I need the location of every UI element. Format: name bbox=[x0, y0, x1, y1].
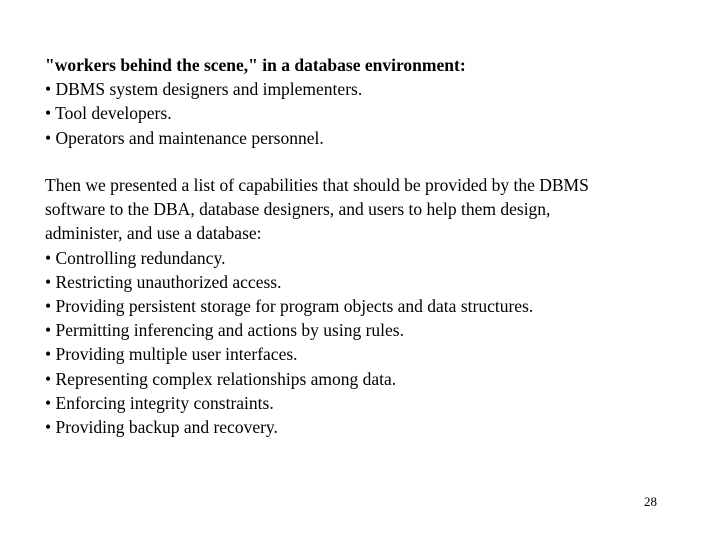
workers-behind-scene-section bbox=[45, 53, 685, 150]
list-item: • Tool developers. bbox=[45, 103, 172, 124]
list-item: • Providing persistent storage for program objects and data structures. bbox=[45, 296, 534, 317]
list-item: • Controlling redundancy. bbox=[45, 247, 226, 268]
list-item: • Operators and maintenance personnel. bbox=[45, 127, 324, 148]
section-heading: "workers behind the scene," in a database environment: bbox=[45, 55, 466, 75]
list-item: • Representing complex relationships among data. bbox=[45, 368, 397, 389]
capabilities-section bbox=[45, 173, 685, 439]
list-item: • Restricting unauthorized access. bbox=[45, 271, 282, 292]
list-item: • Providing multiple user interfaces. bbox=[45, 344, 298, 365]
list-item: • Providing backup and recovery. bbox=[45, 417, 278, 438]
list-item: • Permitting inferencing and actions by using rules. bbox=[45, 320, 404, 341]
intro-line: administer, and use a database: bbox=[45, 223, 262, 244]
list-item: • Enforcing integrity constraints. bbox=[45, 392, 274, 413]
page-number: 28 bbox=[644, 494, 657, 509]
list-item: • DBMS system designers and implementers. bbox=[45, 79, 363, 100]
intro-line: Then we presented a list of capabilities that should be provided by the DBMS bbox=[45, 175, 589, 195]
intro-line: software to the DBA, database designers, and users to help them design, bbox=[45, 199, 551, 220]
